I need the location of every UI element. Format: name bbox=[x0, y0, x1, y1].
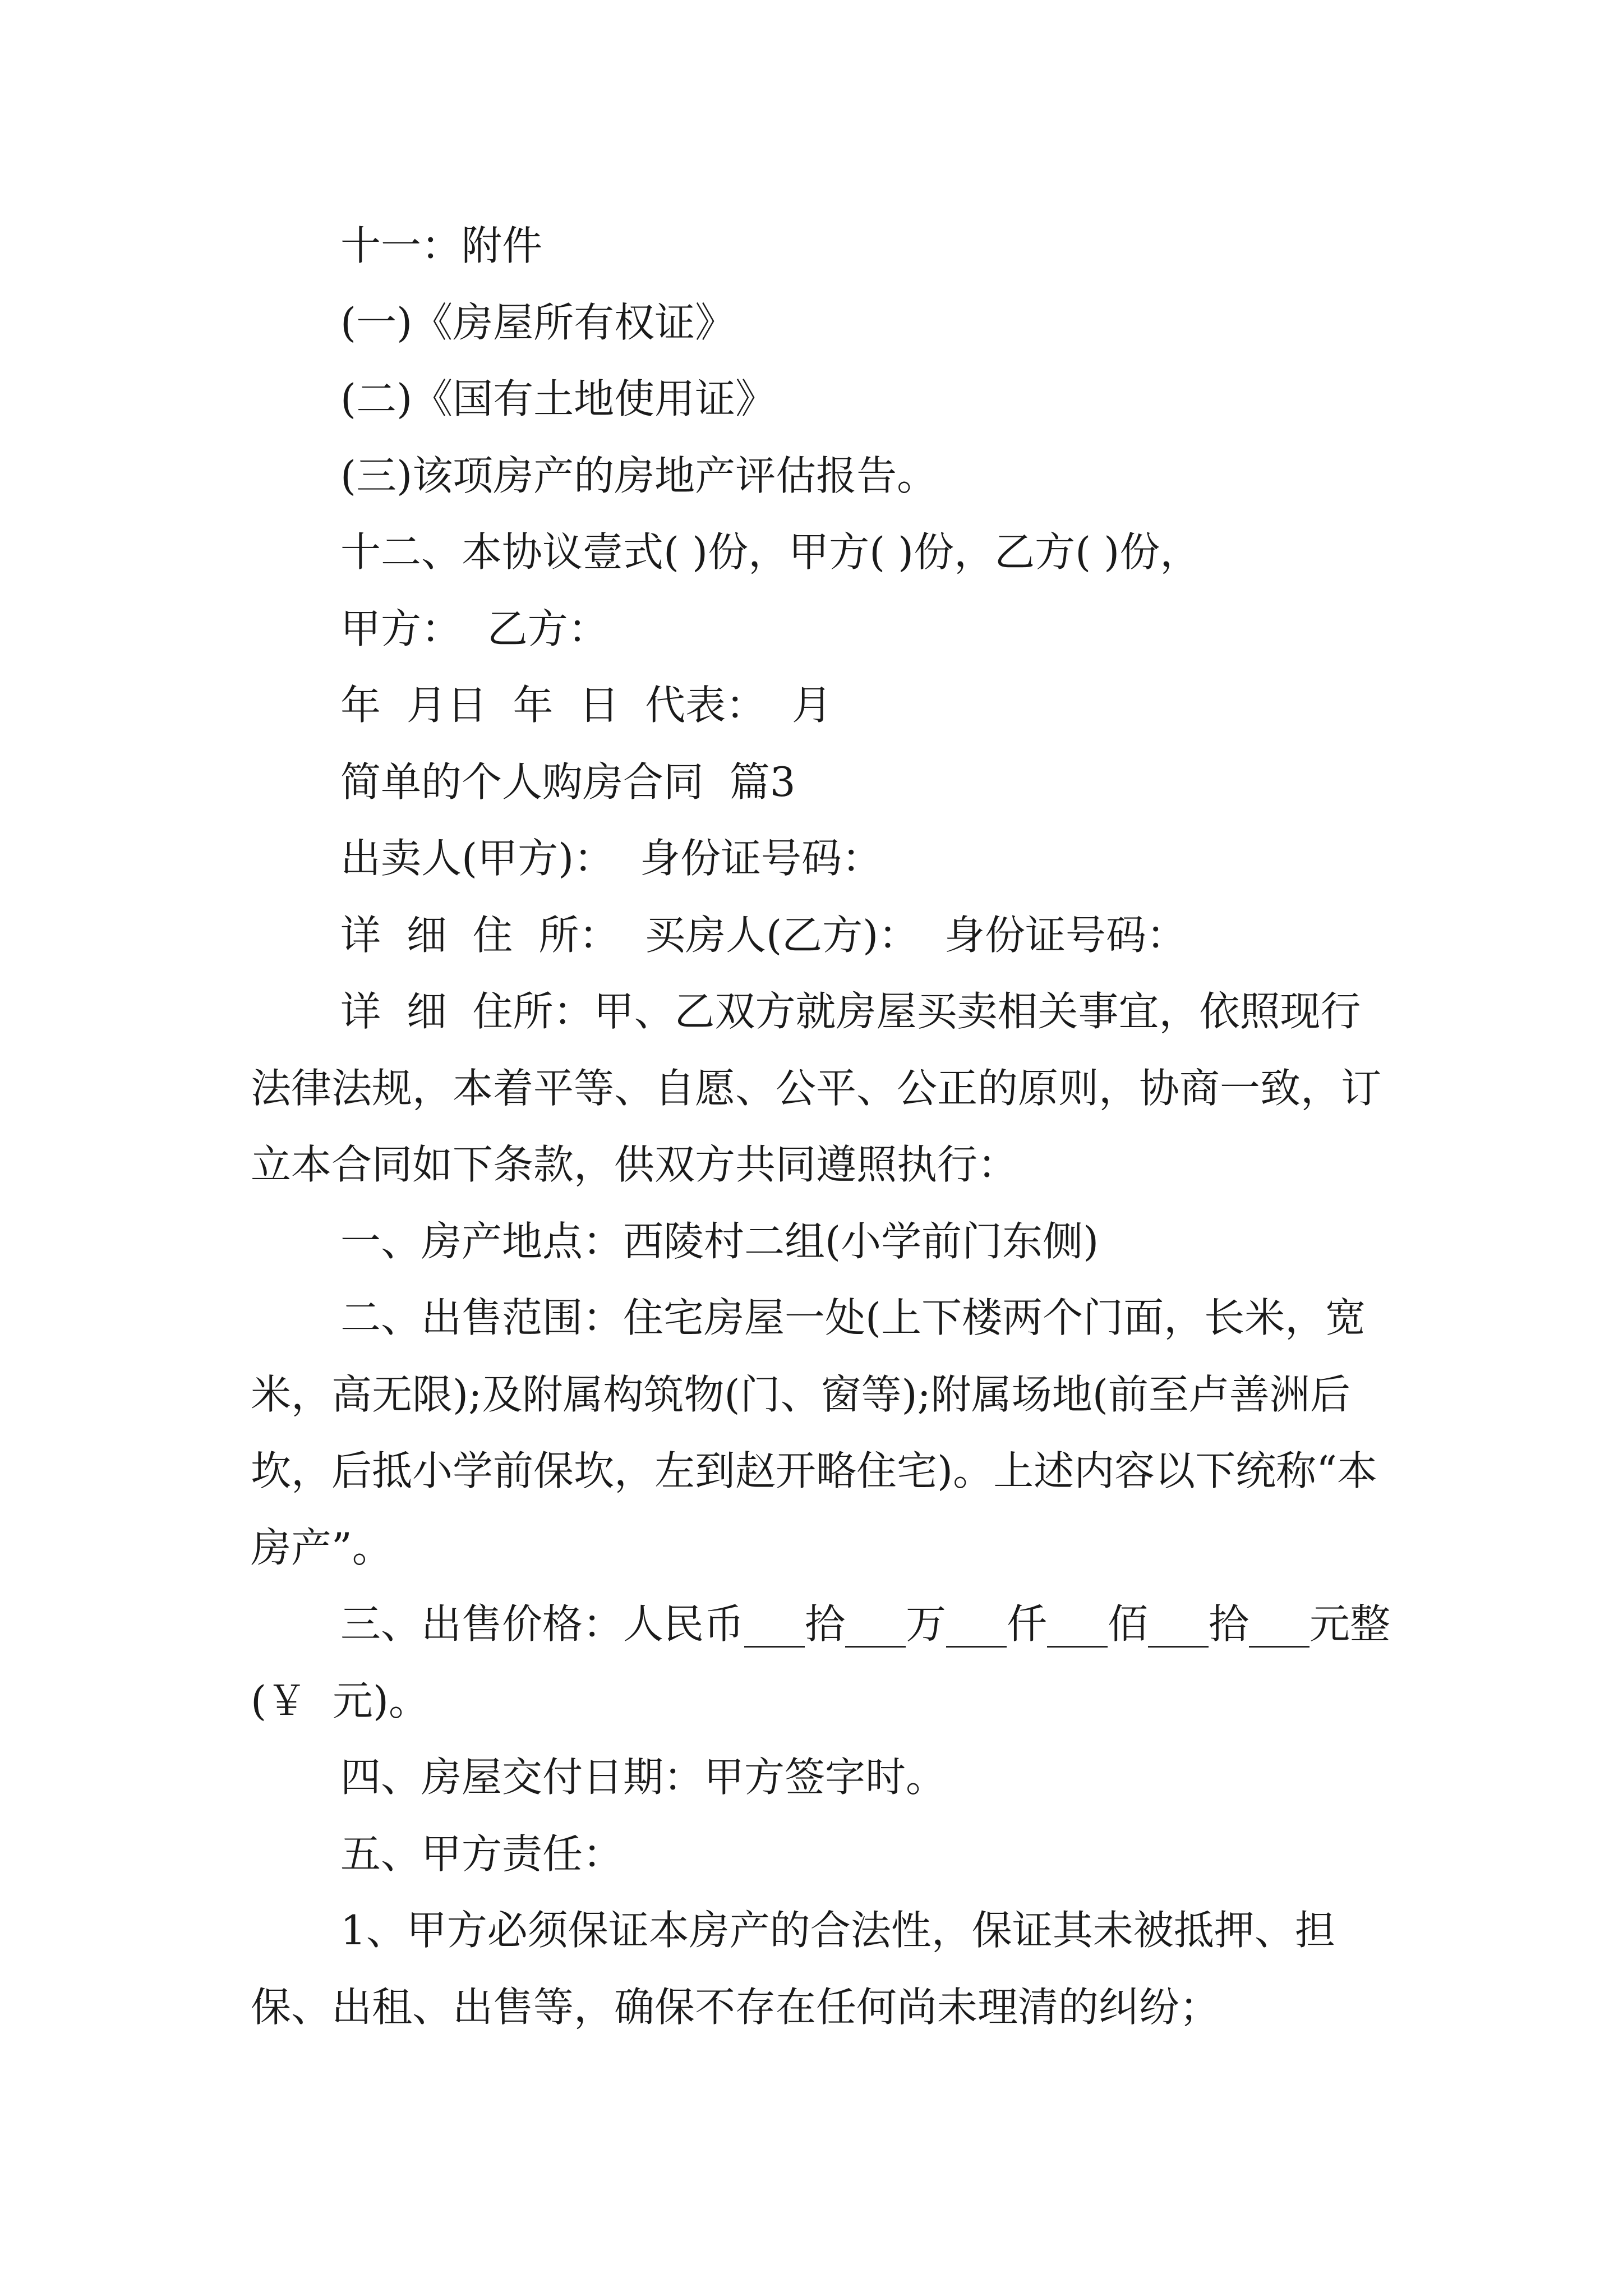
paragraph-attachment-1: (一)《房屋所有权证》 bbox=[340, 298, 736, 346]
paragraph-sale-price: 三、出售价格：人民币___拾___万___仟___佰___拾___元整(￥ 元)。 bbox=[251, 1600, 1391, 1724]
paragraph-buyer-info: 详 细 住 所： 买房人(乙方)： 身份证号码： bbox=[340, 911, 1187, 959]
paragraph-property-location: 一、房产地点：西陵村二组(小学前门东侧) bbox=[340, 1217, 1099, 1265]
paragraph-delivery-date: 四、房屋交付日期：甲方签字时。 bbox=[340, 1754, 947, 1801]
paragraph-parties-signature: 甲方： 乙方： bbox=[340, 605, 608, 652]
paragraph-copies-clause: 十二、本协议壹式( )份，甲方( )份，乙方( )份， bbox=[340, 528, 1201, 576]
paragraph-attachments-heading: 十一：附件 bbox=[340, 222, 543, 269]
paragraph-sale-scope: 二、出售范围：住宅房屋一处(上下楼两个门面，长米，宽米，高无限);及附属构筑物(门、窗等);附属场地(前至卢善洲后坎，后抵小学前保坎，左到赵开略住宅)。上述内容以下统称“本房产”。 bbox=[251, 1294, 1377, 1571]
section-title: 简单的个人购房合同 篇3 bbox=[340, 758, 796, 806]
paragraph-seller-responsibility-1: 1、甲方必须保证本房产的合法性，保证其未被抵押、担保、出租、出售等，确保不存在任何尚未理清的纠纷； bbox=[251, 1907, 1335, 2031]
document-body bbox=[251, 208, 1392, 2045]
paragraph-seller-info: 出卖人(甲方)： 身份证号码： bbox=[340, 835, 882, 882]
paragraph-date-line: 年 月日 年 日 代表： 月 bbox=[340, 682, 832, 729]
paragraph-seller-responsibility-heading: 五、甲方责任： bbox=[340, 1830, 624, 1878]
paragraph-attachment-3: (三)该项房产的房地产评估报告。 bbox=[340, 452, 938, 499]
paragraph-preamble: 详 细 住所：甲、乙双方就房屋买卖相关事宜，依照现行法律法规，本着平等、自愿、公平、公正的原则，协商一致，订立本合同如下条款，供双方共同遵照执行： bbox=[251, 988, 1382, 1188]
paragraph-attachment-2: (二)《国有土地使用证》 bbox=[340, 375, 776, 422]
